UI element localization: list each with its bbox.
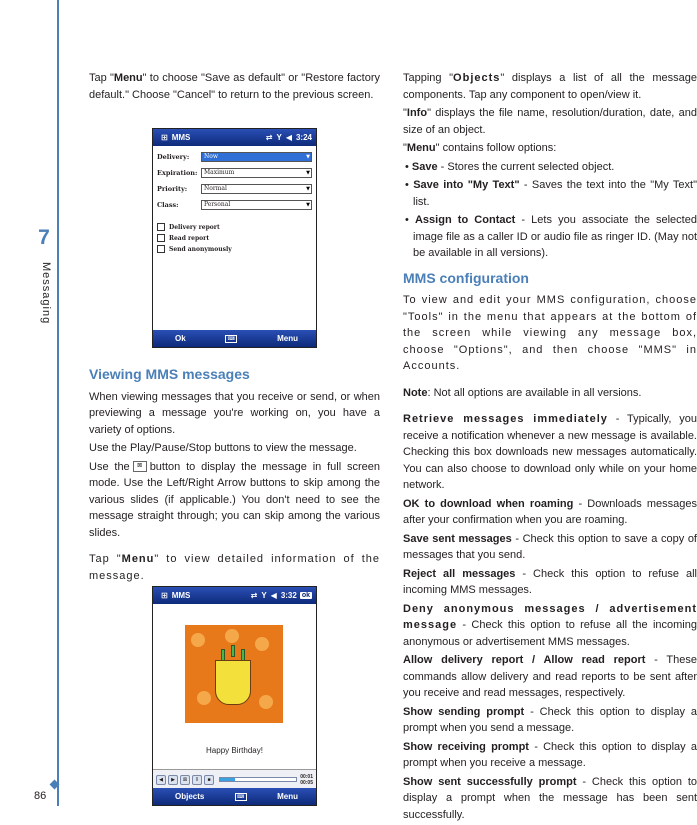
option-sending-prompt: Show sending prompt - Check this option to display a prompt when you send a message. <box>403 705 697 734</box>
delivery-select[interactable]: Now ▼ <box>201 152 312 162</box>
option-save-sent: Save sent messages - Check this option to save a copy of messages that you send. <box>403 532 697 561</box>
connectivity-icon: ⇄ <box>250 591 258 600</box>
menu-softkey[interactable]: Menu <box>277 334 298 343</box>
class-select[interactable]: Personal ▼ <box>201 200 312 210</box>
delivery-row: Delivery: Now ▼ <box>157 152 312 162</box>
message-caption: Happy Birthday! <box>206 746 263 755</box>
paragraph-menu-save-default: Tap "Menu" to choose "Save as default" or "Restore factory default." Choose "Cancel" to return to the previous screen. <box>89 72 380 101</box>
progress-fill <box>220 778 235 781</box>
paragraph-fullscreen: Use the ⊠ button to display the message in full screen mode. Use the Left/Right Arrow buttons to skip among the various slides (if applicable.) You don't need to see the message straight through; you can skip among the various slides. <box>89 460 380 539</box>
signal-icon: Y <box>261 591 267 600</box>
bullet-save-my-text: • Save into "My Text" - Saves the text into the "My Text" list. <box>405 179 697 208</box>
paragraph-config-intro: To view and edit your MMS configuration, choose "Tools" in the menu that appears at the bottom of the screen while viewing any message box, choose "Options", and then choose "MMS" in Accounts. <box>403 294 697 372</box>
option-deny-anonymous: Deny anonymous messages / advertisement message - Check this option to refuse all the incoming anonymous or advertisement MMS messages. <box>403 602 697 648</box>
windows-flag-icon: ⊞ <box>161 591 168 600</box>
margin-rule <box>57 0 59 806</box>
delivery-report-checkbox-row[interactable]: Delivery report <box>157 223 312 231</box>
mms-viewer-screenshot <box>152 586 317 806</box>
mms-options-screenshot <box>152 128 317 348</box>
clock: 3:24 <box>295 133 312 142</box>
ok-softkey[interactable]: Ok <box>175 334 186 343</box>
delivery-report-checkbox[interactable] <box>157 223 165 231</box>
read-report-checkbox[interactable] <box>157 234 165 242</box>
paragraph-objects: Tapping "Objects" displays a list of all the message components. Tap any component to open/view it. <box>403 72 697 101</box>
clock: 3:32 <box>280 591 297 600</box>
next-icon[interactable]: ▶ <box>168 775 178 785</box>
playback-time: 00:01 00:05 <box>300 773 313 786</box>
menu-bar <box>153 788 316 805</box>
playback-progress[interactable] <box>219 777 297 782</box>
windows-flag-icon: ⊞ <box>161 133 168 142</box>
birthday-cake-image <box>185 625 283 723</box>
playback-controls <box>153 769 316 789</box>
option-retrieve-immediately: Retrieve messages immediately - Typically, you receive a notification whenever a new message is available. Checking this box downloads new messages automatically. You can also choose to download only while on your home network. <box>403 413 697 491</box>
option-delivery-read-report: Allow delivery report / Allow read report - These commands allow delivery and read reports to be sent after you receive and read messages, respectively. <box>403 654 697 699</box>
heading-mms-configuration: MMS configuration <box>403 269 529 286</box>
expiration-row: Expiration: Maximum ▼ <box>157 168 312 178</box>
chapter-number: 7 <box>38 226 50 249</box>
keyboard-icon[interactable]: ⌨ <box>225 335 237 343</box>
priority-select[interactable]: Normal ▼ <box>201 184 312 194</box>
paragraph-play-pause: Use the Play/Pause/Stop buttons to view the message. <box>89 442 357 454</box>
right-column <box>403 70 697 825</box>
chapter-name: Messaging <box>40 262 52 325</box>
left-column-lower <box>89 358 380 586</box>
previous-icon[interactable]: ◀ <box>156 775 166 785</box>
speaker-icon: ◀ <box>285 133 292 142</box>
bullet-save: • Save - Stores the current selected object. <box>405 160 615 173</box>
option-receiving-prompt: Show receiving prompt - Check this option to display a prompt when you receive a message. <box>403 740 697 769</box>
fullscreen-icon: ⊠ <box>133 461 147 472</box>
priority-row: Priority: Normal ▼ <box>157 184 312 194</box>
speaker-icon: ◀ <box>270 591 277 600</box>
cake-shape <box>215 660 251 705</box>
heading-viewing-mms: Viewing MMS messages <box>89 366 250 382</box>
option-reject-all: Reject all messages - Check this option to refuse all incoming MMS messages. <box>403 567 697 596</box>
send-anonymously-checkbox-row[interactable]: Send anonymously <box>157 245 312 253</box>
objects-softkey[interactable]: Objects <box>175 792 205 801</box>
paragraph-menu-options: "Menu" contains follow options: <box>403 142 557 154</box>
left-column <box>89 70 380 105</box>
keyboard-icon[interactable]: ⌨ <box>235 793 247 801</box>
fullscreen-icon[interactable]: ⊠ <box>180 775 190 785</box>
class-row: Class: Personal ▼ <box>157 200 312 210</box>
option-sent-successfully-prompt: Show sent successfully prompt - Check this option to display a prompt when the message has been sent successfully. <box>403 775 697 821</box>
ok-button[interactable]: ok <box>301 592 310 599</box>
signal-icon: Y <box>276 133 282 142</box>
screen-title: MMS <box>171 133 191 142</box>
paragraph-note: Note: Not all options are available in all versions. <box>403 386 642 399</box>
read-report-checkbox-row[interactable]: Read report <box>157 234 312 242</box>
bullet-assign-contact: • Assign to Contact - Lets you associate the selected image file as a caller ID or audio file as ringer ID. (May not be available in all versions). <box>405 214 697 259</box>
menu-bar <box>153 330 316 347</box>
screen-title: MMS <box>171 591 191 600</box>
send-anonymously-checkbox[interactable] <box>157 245 165 253</box>
connectivity-icon: ⇄ <box>265 133 273 142</box>
page-number: 86 <box>34 790 47 802</box>
pause-icon[interactable]: ‖ <box>192 775 202 785</box>
paragraph-info: "Info" displays the file name, resolution/duration, date, and size of an object. <box>403 107 697 136</box>
title-bar <box>153 129 316 146</box>
option-download-roaming: OK to download when roaming - Downloads messages after your confirmation when you are roaming. <box>403 497 697 526</box>
stop-icon[interactable]: ■ <box>204 775 214 785</box>
expiration-select[interactable]: Maximum ▼ <box>201 168 312 178</box>
paragraph-viewing-intro: When viewing messages that you receive or send, or when previewing a message you're working on, you have a variety of options. <box>89 390 380 436</box>
paragraph-menu-detail: Tap "Menu" to view detailed information of the message. <box>89 553 380 582</box>
menu-softkey[interactable]: Menu <box>277 792 298 801</box>
title-bar <box>153 587 316 604</box>
